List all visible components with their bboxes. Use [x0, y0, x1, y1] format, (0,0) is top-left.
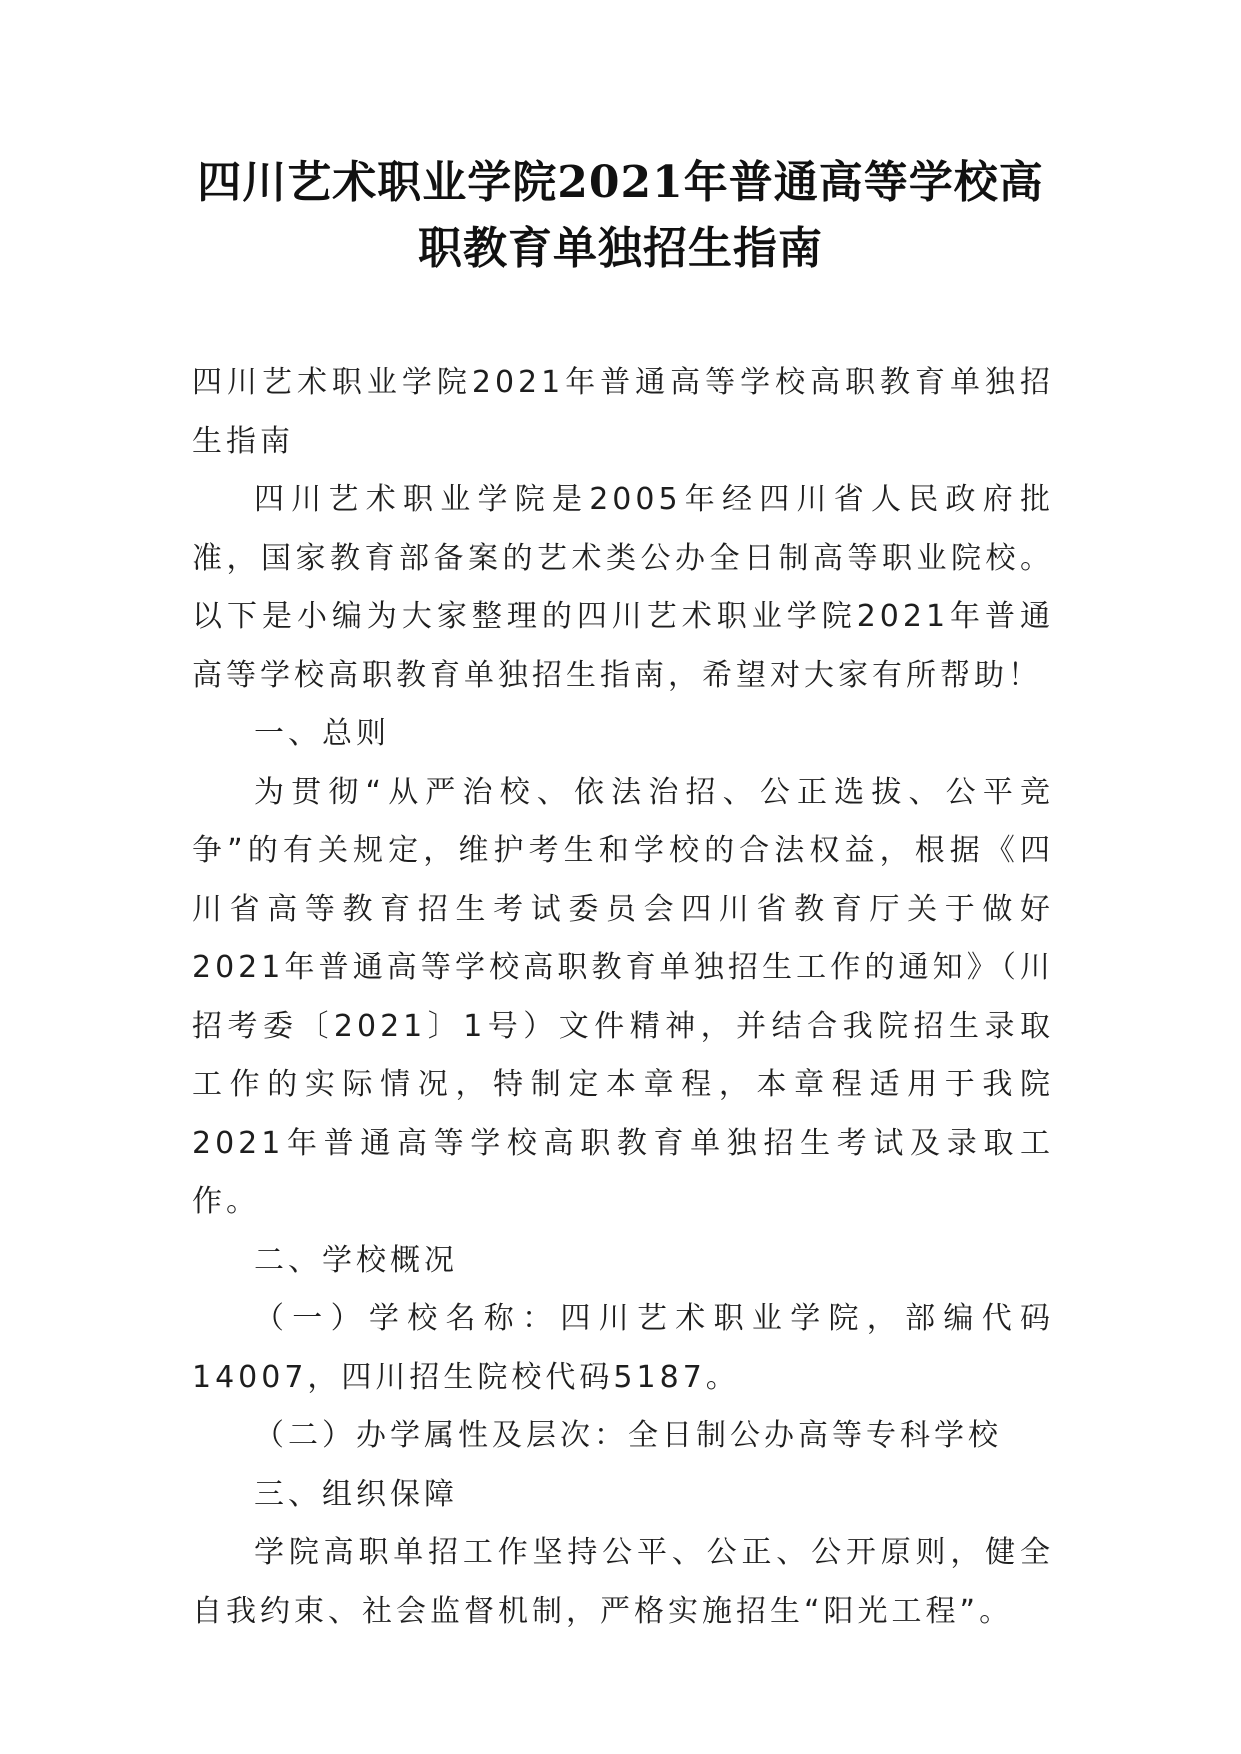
paragraph-intro: 四川艺术职业学院是2005年经四川省人民政府批准，国家教育部备案的艺术类公办全日制高等职业院校。以下是小编为大家整理的四川艺术职业学院2021年普通高等学校高职教育单独招生指南，希望对大家有所帮助！: [192, 482, 1054, 693]
paragraph-organization: 学院高职单招工作坚持公平、公正、公开原则，健全自我约束、社会监督机制，严格实施招生“阳光工程”。: [192, 1535, 1054, 1629]
title-line-2: 职教育单独招生指南: [418, 223, 823, 274]
paragraph-school-name: （一）学校名称：四川艺术职业学院，部编代码14007，四川招生院校代码5187。: [192, 1301, 1054, 1395]
section-heading-overview: 二、学校概况: [254, 1242, 458, 1278]
document-body: [192, 354, 1054, 1641]
paragraph-subtitle: 四川艺术职业学院2021年普通高等学校高职教育单独招生指南: [192, 365, 1054, 459]
section-heading-general: 一、总则: [254, 716, 390, 751]
paragraph-general: 为贯彻“从严治校、依法治招、公正选拔、公平竞争”的有关规定，维护考生和学校的合法权益，根据《四川省高等教育招生考试委员会四川省教育厅关于做好2021年普通高等学校高职教育单独招生工作的通知》（川招考委〔2021〕1号）文件精神，并结合我院招生录取工作的实际情况，特制定本章程，本章程适用于我院2021年普通高等学校高职教育单独招生考试及录取工作。: [192, 774, 1054, 1219]
document-title: [160, 150, 1081, 282]
title-line-1: 四川艺术职业学院2021年普通高等学校高: [197, 157, 1044, 208]
section-heading-organization: 三、组织保障: [254, 1476, 458, 1512]
paragraph-school-type: （二）办学属性及层次：全日制公办高等专科学校: [254, 1418, 1002, 1453]
